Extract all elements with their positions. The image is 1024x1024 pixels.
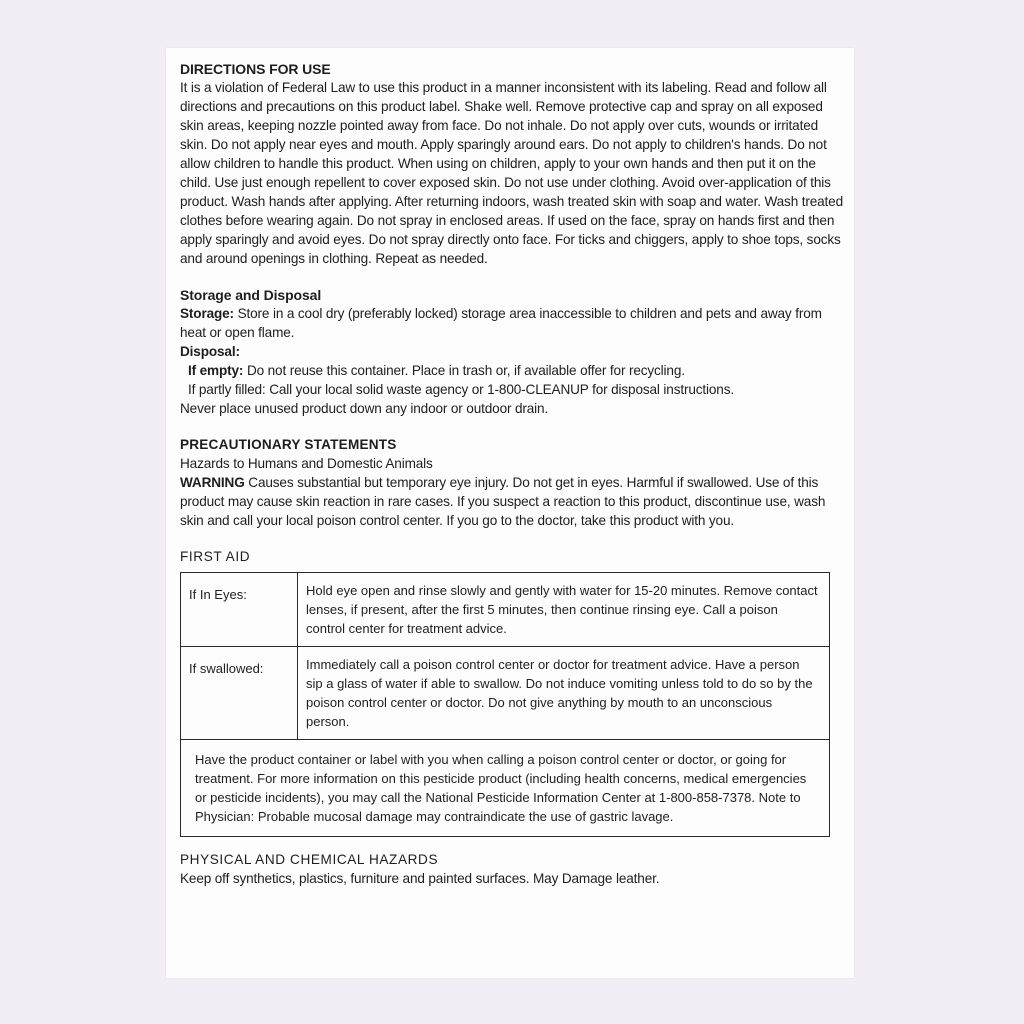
table-row [181,647,830,740]
product-label [166,48,854,978]
first-aid-table [180,572,830,837]
storage-label: Storage: [180,306,234,321]
first-aid-eyes-label: If In Eyes: [181,573,298,647]
first-aid-eyes-text: Hold eye open and rinse slowly and gently with water for 15-20 minutes. Remove contact lenses, if present, after the first 5 minutes, then continue rinsing eye. Call a poison control center for treatment advice. [298,573,830,647]
disposal-empty [180,361,848,380]
first-aid-title: FIRST AID [180,549,251,564]
label-content [180,60,848,888]
precautionary-subtitle: Hazards to Humans and Domestic Animals [180,456,433,471]
table-row [181,573,830,647]
warning-paragraph [180,473,848,530]
disposal-partly [180,380,848,399]
first-aid-swallowed-text: Immediately call a poison control center or doctor for treatment advice. Have a person sip a glass of water if able to swallow. Do not induce vomiting unless told to do so by the poison control center or doctor. Do not give anything by mouth to an unconscious person. [298,647,830,740]
partly-label: If partly filled: [188,382,266,397]
precautionary-title: PRECAUTIONARY STATEMENTS [180,437,397,452]
first-aid-note: Have the product container or label with you when calling a poison control center or doctor, or going for treatment. For more information on this pesticide product (including health concerns, medical emergencies or pesticide incidents), you may call the National Pesticide Information Center at 1-800-858-7378. Note to Physician: Probable mucosal damage may contraindicate the use of gastric lavage. [181,740,830,837]
physical-hazards-title: PHYSICAL AND CHEMICAL HAZARDS [180,852,439,867]
partly-text: Call your local solid waste agency or 1-800-CLEANUP for disposal instructions. [269,382,734,397]
storage-text: Store in a cool dry (preferably locked) storage area inaccessible to children and pets and away from heat or open flame. [180,306,822,340]
disposal-label: Disposal: [180,344,240,359]
warning-label: WARNING [180,475,245,490]
physical-hazards-text: Keep off synthetics, plastics, furniture and painted surfaces. May Damage leather. [180,871,660,886]
first-aid-swallowed-label: If swallowed: [181,647,298,740]
warning-text: Causes substantial but temporary eye injury. Do not get in eyes. Harmful if swallowed. Use of this product may cause skin reaction in rare cases. If you suspect a reaction to this product, discontinue use, wash skin and call your local poison control center. If you go to the doctor, take this product with you. [180,475,826,528]
storage-title: Storage and Disposal [180,287,322,303]
empty-text: Do not reuse this container. Place in trash or, if available offer for recycling. [246,363,685,378]
directions-title: DIRECTIONS FOR USE [180,61,331,77]
storage-paragraph [180,304,848,342]
drain-text: Never place unused product down any indoor or outdoor drain. [180,401,549,416]
empty-label: If empty: [188,363,244,378]
table-row [181,740,830,837]
directions-body: It is a violation of Federal Law to use this product in a manner inconsistent with its labeling. Read and follow all directions and precautions on this product label. Shake well. Remove protective cap and spray on all exposed skin areas, keeping nozzle pointed away from face. Do not inhale. Do not apply over cuts, wounds or irritated skin. Do not apply near eyes and mouth. Apply sparingly around ears. Do not apply to children's hands. Do not allow children to handle this product. When using on children, apply to your own hands and then put it on the child. Use just enough repellent to cover exposed skin. Do not use under clothing. Avoid over-application of this product. Wash hands after applying. After returning indoors, wash treated skin with soap and water. Wash treated clothes before wearing again. Do not spray in enclosed areas. If used on the face, spray on hands first and then apply sparingly and avoid eyes. Do not spray directly onto face. For ticks and chiggers, apply to shoe tops, socks and around openings in clothing. Repeat as needed. [180,80,844,266]
